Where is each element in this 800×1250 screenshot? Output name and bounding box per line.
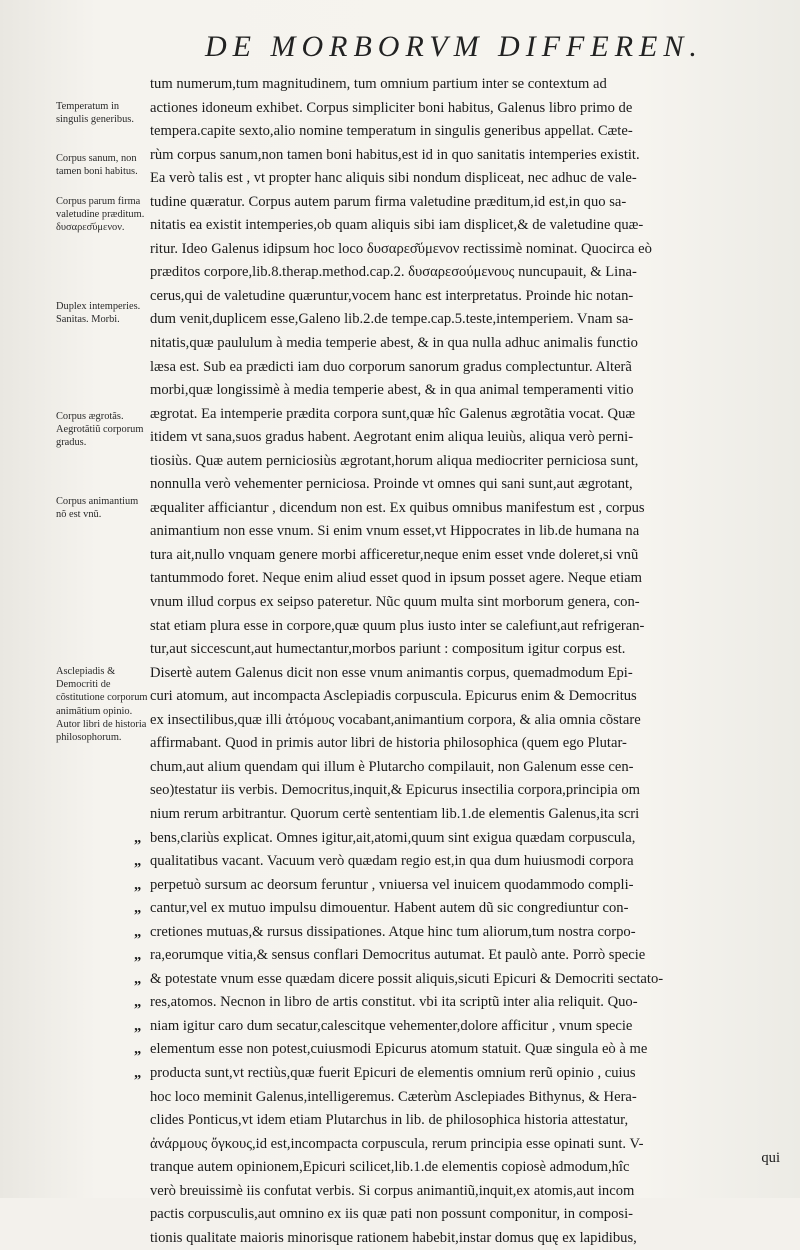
quote-mark bbox=[134, 332, 150, 356]
text-line bbox=[150, 238, 788, 262]
quote-mark bbox=[134, 1133, 150, 1157]
line-text: stat etiam plura esse in corpore,quæ quum plus iusto inter se calefiunt,aut refrigeran- bbox=[150, 617, 645, 634]
line-text: nitatis ea existit intemperies,ob quam aliquis sibi iam displicet,& de valetudine quæ- bbox=[150, 217, 644, 234]
quote-mark: „ bbox=[134, 876, 142, 893]
quote-mark bbox=[134, 567, 150, 591]
quote-mark bbox=[134, 1109, 150, 1133]
line-text: rùm corpus sanum,non tamen boni habitus,est id in quo sanitatis intemperies existit. bbox=[150, 146, 640, 163]
text-line bbox=[150, 120, 788, 144]
text-line bbox=[150, 1086, 788, 1110]
quote-mark: „ bbox=[134, 947, 142, 964]
line-text: chum,aut alium quendam qui illum è Plutarcho compilauit, non Galenum esse cen- bbox=[150, 758, 634, 775]
quote-mark: „ bbox=[134, 1064, 142, 1081]
line-text: dum venit,duplicem esse,Galeno lib.2.de tempe.cap.5.teste,intemperiem. Vnam sa- bbox=[150, 311, 634, 328]
text-line bbox=[150, 332, 788, 356]
line-text: tur,aut siccescunt,aut humectantur,morbos pariunt : compositum igitur corpus est. bbox=[150, 641, 626, 658]
quote-mark: „ bbox=[134, 829, 142, 846]
text-line bbox=[150, 73, 788, 97]
line-text: verò breuissimè iis confutat verbis. Si corpus animantiũ,inquit,ex atomis,aut incom bbox=[150, 1182, 635, 1199]
quote-mark bbox=[134, 756, 150, 780]
text-line bbox=[150, 285, 788, 309]
quote-mark bbox=[134, 1086, 150, 1110]
quote-mark bbox=[134, 591, 150, 615]
line-text: tudine quæratur. Corpus autem parum firma valetudine præditum,id est,in quo sa- bbox=[150, 193, 627, 210]
margin-note: Duplex intemperies. Sanitas. Morbi. bbox=[56, 301, 141, 326]
line-text: cantur,vel ex mutuo impulsu dimouentur. Habent autem dũ sic congrediuntur con- bbox=[150, 900, 629, 917]
quote-mark bbox=[134, 1227, 150, 1250]
line-text: cretiones mutuas,& rursus dissipationes. Atque hinc tum aliorum,tum nostra corpo- bbox=[150, 923, 636, 940]
quote-mark bbox=[134, 120, 150, 144]
line-text: tiosiùs. Quæ autem perniciosiùs ægrotant,horum aliqua mediocriter perniciosa sunt, bbox=[150, 452, 639, 469]
quote-mark bbox=[134, 732, 150, 756]
text-line bbox=[150, 356, 788, 380]
text-line bbox=[150, 709, 788, 733]
quote-mark: „ bbox=[134, 853, 142, 870]
text-line bbox=[134, 874, 788, 898]
line-text: animantium non esse vnum. Si enim vnum esset,vt Hippocrates in lib.de humana na bbox=[150, 523, 640, 540]
line-text: læsa est. Sub ea prædicti iam duo corporum sanorum gradus complectuntur. Alterã bbox=[150, 358, 632, 375]
text-line bbox=[134, 897, 788, 921]
line-text: nonnulla verò vehementer perniciosa. Proinde vt omnes qui sani sunt,aut ægrotant, bbox=[150, 476, 633, 493]
quote-mark bbox=[134, 379, 150, 403]
line-text: affirmabant. Quod in primis autor libri de historia philosophica (quem ego Plutar- bbox=[150, 735, 627, 752]
line-text: tionis qualitate maioris minorisque rationem habebit,instar domus quę ex lapidibus, bbox=[150, 1229, 637, 1246]
text-line bbox=[150, 1227, 788, 1250]
quote-mark bbox=[134, 709, 150, 733]
line-text: præditos corpore,lib.8.therap.method.cap.2. δυσαρεσούμενους nuncupauit, & Lina- bbox=[150, 264, 637, 281]
text-line bbox=[150, 803, 788, 827]
text-line bbox=[150, 638, 788, 662]
catchword: qui bbox=[761, 1150, 780, 1166]
quote-mark bbox=[134, 1180, 150, 1204]
quote-mark bbox=[134, 450, 150, 474]
quote-mark bbox=[134, 356, 150, 380]
text-line bbox=[150, 144, 788, 168]
quote-mark bbox=[134, 615, 150, 639]
margin-note: Corpus sanum, non tamen boni habitus. bbox=[56, 153, 138, 178]
line-text: clides Ponticus,vt idem etiam Plutarchus in lib. de philosophica historia attestatur, bbox=[150, 1112, 629, 1129]
line-text: pactis corpusculis,aut omnino ex iis quæ pati non possunt componitur, in composi- bbox=[150, 1206, 633, 1223]
line-text: cerus,qui de valetudine quæruntur,vocem hanc est interpretatus. Proinde hic notan- bbox=[150, 287, 634, 304]
line-text: tum numerum,tum magnitudinem, tum omnium partium inter se contextum ad bbox=[150, 76, 607, 92]
quote-mark bbox=[134, 261, 150, 285]
text-line bbox=[150, 520, 788, 544]
text-line bbox=[150, 1180, 788, 1204]
text-line bbox=[150, 167, 788, 191]
line-text: seo)testatur iis verbis. Democritus,inquit,& Epicurus insectilia corpora,principia om bbox=[150, 782, 640, 799]
text-line bbox=[150, 779, 788, 803]
line-text: ex insectilibus,quæ illi ἀτόμους vocabant,animantium corpora, & alia omnia cõstare bbox=[150, 711, 641, 728]
line-text: bens,clariùs explicat. Omnes igitur,ait,atomi,quum sint exigua quædam corpuscula, bbox=[150, 829, 636, 846]
line-text: actiones idoneum exhibet. Corpus simpliciter boni habitus, Galenus libro primo de bbox=[150, 99, 633, 116]
text-line bbox=[134, 850, 788, 874]
text-line bbox=[134, 1038, 788, 1062]
margin-note: Corpus animantium nõ est vnũ. bbox=[56, 496, 139, 521]
quote-mark bbox=[134, 473, 150, 497]
text-line bbox=[150, 591, 788, 615]
line-text: tantummodo foret. Neque enim aliud esset quod in ipsum posset agere. Neque etiam bbox=[150, 570, 643, 587]
line-text: producta sunt,vt rectiùs,quæ fuerit Epicuri de elementis omnium rerũ opinio , cuius bbox=[150, 1064, 636, 1081]
margin-note: Asclepiadis & Democriti de cõstitutione corporum animãtium opinio. Autor libri de historia philosophorum. bbox=[56, 666, 148, 744]
quote-mark bbox=[134, 685, 150, 709]
text-line bbox=[134, 1062, 788, 1086]
line-text: qualitatibus vacant. Vacuum verò quædam regio est,in qua dum huiusmodi corpora bbox=[150, 853, 634, 870]
line-text: res,atomos. Necnon in libro de artis constitut. vbi ita scriptũ inter alia reliquit. Quo- bbox=[150, 994, 638, 1011]
line-text: morbi,quæ longissimè à media temperie abest, & in qua animal temperamenti vitio bbox=[150, 382, 634, 399]
margin-note: Corpus parum firma valetudine præditum. δυσαρεσ͂ύμενον. bbox=[56, 196, 145, 234]
quote-mark bbox=[134, 97, 150, 121]
quote-mark bbox=[134, 1203, 150, 1227]
line-text: itidem vt sana,suos gradus habent. Aegrotant enim aliqua leuiùs, aliqua verò perni- bbox=[150, 429, 634, 446]
margin-note: Corpus ægrotãs. Aegrotãtiũ corporum gradus. bbox=[56, 411, 144, 449]
text-line bbox=[150, 261, 788, 285]
line-text: niam igitur caro dum secatur,calescitque vehementer,dolore afficitur , vnum specie bbox=[150, 1017, 633, 1034]
quote-mark bbox=[134, 238, 150, 262]
text-line bbox=[150, 403, 788, 427]
text-line bbox=[134, 1015, 788, 1039]
text-line bbox=[134, 827, 788, 851]
text-line bbox=[150, 615, 788, 639]
quote-mark bbox=[134, 662, 150, 686]
line-text: perpetuò sursum ac deorsum feruntur , vniuersa vel inuicem quodammodo compli- bbox=[150, 876, 634, 893]
line-text: ægrotat. Ea intemperie prædita corpora sunt,quæ hîc Galenus ægrotãtia vocat. Quæ bbox=[150, 405, 636, 422]
line-text: tranque autem opinionem,Epicuri scilicet,lib.1.de elementis copiosè admodum,hîc bbox=[150, 1159, 630, 1176]
quote-mark bbox=[134, 191, 150, 215]
quote-mark: „ bbox=[134, 900, 142, 917]
line-text: Disertè autem Galenus dicit non esse vnum animantis corpus, quemadmodum Epi- bbox=[150, 664, 633, 681]
line-text: ritur. Ideo Galenus idipsum hoc loco δυσαρεσ͂ύμενον rectissimè nominat. Quocirca eò bbox=[150, 240, 652, 257]
quote-mark bbox=[134, 285, 150, 309]
text-line bbox=[150, 97, 788, 121]
quote-mark bbox=[134, 73, 150, 97]
quote-mark: „ bbox=[134, 923, 142, 940]
quote-mark bbox=[134, 638, 150, 662]
line-text: Ea verò talis est , vt propter hanc aliquis sibi nondum displiceat, nec adhuc de vale- bbox=[150, 170, 637, 187]
quote-mark bbox=[134, 520, 150, 544]
text-line bbox=[150, 473, 788, 497]
text-line bbox=[150, 450, 788, 474]
line-text: nium rerum arbitrantur. Quorum certè sententiam lib.1.de elementis Galenus,ita scri bbox=[150, 805, 640, 822]
text-line bbox=[150, 379, 788, 403]
line-text: ἀνάρμους ὄγκους,id est,incompacta corpuscula, rerum principia esse opinati sunt. V- bbox=[150, 1135, 644, 1152]
line-text: hoc loco meminit Galenus,intelligeremus. Cæterùm Asclepiades Bithynus, & Hera- bbox=[150, 1088, 637, 1105]
line-text: tura ait,nullo vnquam genere morbi afficeretur,neque enim esset vnde doleret,si vnũ bbox=[150, 546, 639, 563]
line-text: curi atomum, aut incompacta Asclepiadis corpuscula. Epicurus enim & Democritus bbox=[150, 688, 637, 705]
text-line bbox=[134, 944, 788, 968]
quote-mark bbox=[134, 779, 150, 803]
quote-mark bbox=[134, 426, 150, 450]
text-line bbox=[150, 1203, 788, 1227]
text-line bbox=[150, 1109, 788, 1133]
text-line bbox=[150, 497, 788, 521]
line-text: vnum illud corpus ex seipso pateretur. Nũc quum multa sint morborum genera, con- bbox=[150, 594, 640, 611]
quote-mark: „ bbox=[134, 1041, 142, 1058]
quote-mark: „ bbox=[134, 1017, 142, 1034]
line-text: ra,eorumque vitia,& sensus conflari Democritus autumat. Et paulò ante. Porrò specie bbox=[150, 947, 646, 964]
running-header: DE MORBORVM DIFFEREN. bbox=[205, 30, 703, 63]
text-line bbox=[150, 756, 788, 780]
text-line bbox=[150, 426, 788, 450]
quote-mark bbox=[134, 803, 150, 827]
text-line bbox=[134, 921, 788, 945]
text-line bbox=[134, 968, 788, 992]
text-line bbox=[150, 191, 788, 215]
quote-mark bbox=[134, 403, 150, 427]
text-line bbox=[150, 544, 788, 568]
margin-note: Temperatum in singulis generibus. bbox=[56, 101, 134, 126]
line-text: æqualiter afficiantur , dicendum non est. Ex quibus omnibus manifestum est , corpus bbox=[150, 499, 645, 516]
quote-mark: „ bbox=[134, 970, 142, 987]
text-line bbox=[150, 214, 788, 238]
text-line bbox=[150, 1133, 788, 1157]
line-text: tempera.capite sexto,alio nomine temperatum in singulis generibus appellat. Cæte- bbox=[150, 123, 633, 140]
text-line bbox=[150, 308, 788, 332]
text-line bbox=[150, 685, 788, 709]
text-line bbox=[150, 1156, 788, 1180]
quote-mark bbox=[134, 214, 150, 238]
line-text: elementum esse non potest,cuiusmodi Epicurus atomum statuit. Quæ singula eò à me bbox=[150, 1041, 648, 1058]
line-text: nitatis,quæ paululum à media temperie abest, & in qua nulla adhuc animalis functio bbox=[150, 335, 638, 352]
text-line bbox=[150, 567, 788, 591]
body-text bbox=[134, 73, 788, 1250]
quote-mark bbox=[134, 1156, 150, 1180]
quote-mark bbox=[134, 544, 150, 568]
text-line bbox=[150, 732, 788, 756]
text-line bbox=[134, 991, 788, 1015]
quote-mark bbox=[134, 144, 150, 168]
quote-mark bbox=[134, 497, 150, 521]
quote-mark bbox=[134, 167, 150, 191]
quote-mark bbox=[134, 308, 150, 332]
quote-mark: „ bbox=[134, 994, 142, 1011]
line-text: & potestate vnum esse quædam dicere possit aliquis,sicuti Epicuri & Democriti sectato- bbox=[150, 970, 664, 987]
text-line bbox=[150, 662, 788, 686]
